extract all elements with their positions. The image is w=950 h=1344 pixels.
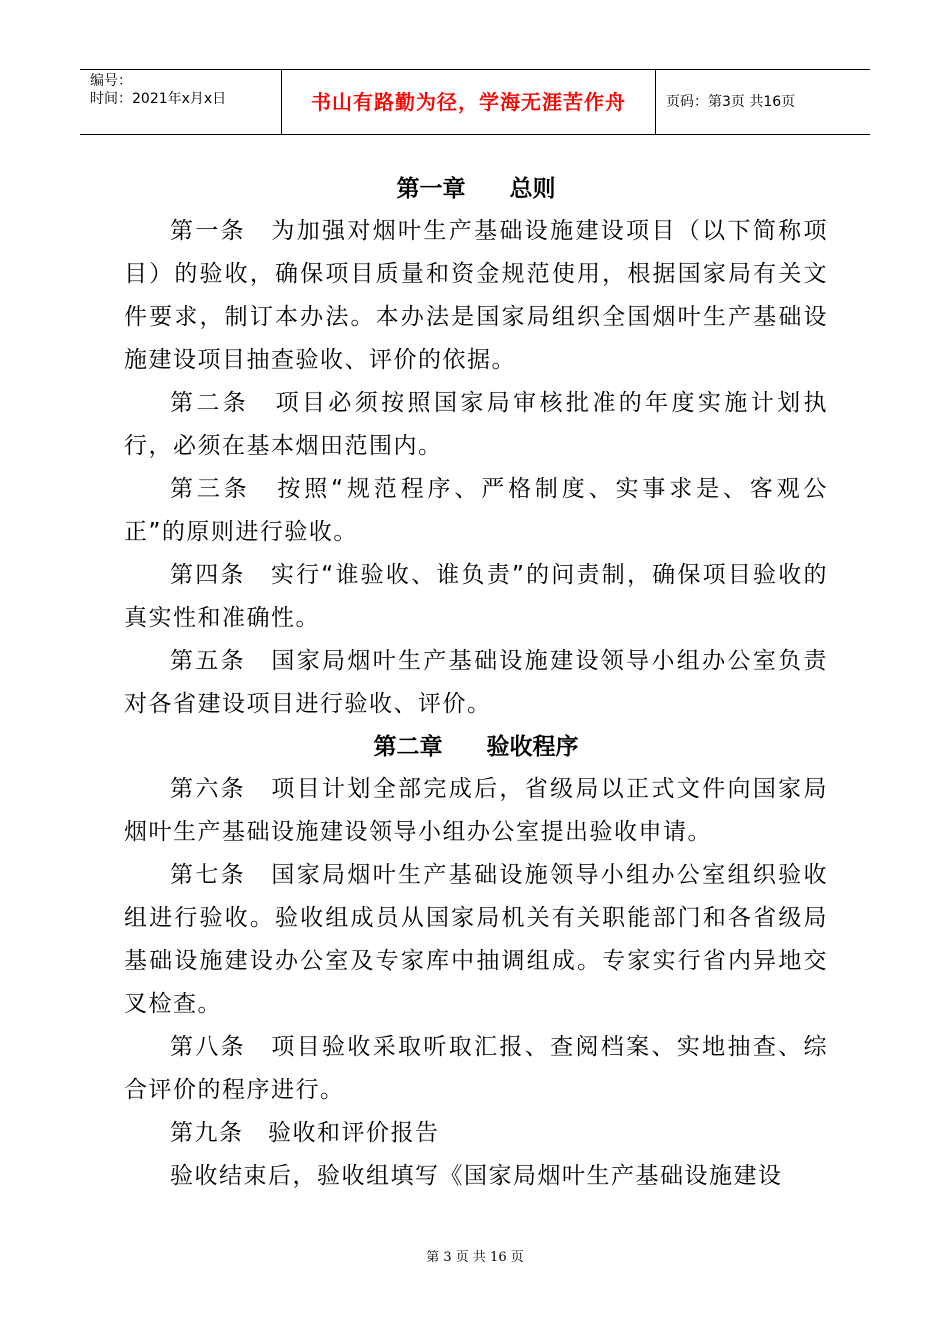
article-paragraph: 第三条 按照“规范程序、严格制度、实事求是、客观公正”的原则进行验收。 (124, 476, 828, 545)
page-footer: 第 3 页 共 16 页 (426, 1250, 524, 1265)
article-paragraph: 第七条 国家局烟叶生产基础设施领导小组办公室组织验收组进行验收。验收组成员从国家局机关有关职能部门和各省级局基础设施建设办公室及专家库中抽调组成。专家实行省内异地交叉检查。 (124, 862, 828, 1017)
article-paragraph: 第五条 国家局烟叶生产基础设施建设领导小组办公室负责对各省建设项目进行验收、评价。 (124, 648, 828, 717)
code-label: 编号： (90, 73, 132, 89)
article-paragraph: 第一条 为加强对烟叶生产基础设施建设项目（以下简称项目）的验收，确保项目质量和资金规范使用，根据国家局有关文件要求，制订本办法。本办法是国家局组织全国烟叶生产基础设施建设项目抽查验收、评价的依据。 (124, 218, 828, 373)
header-motto: 书山有路勤为径，学海无涯苦作舟 (282, 70, 656, 134)
article-paragraph: 第二条 项目必须按照国家局审核批准的年度实施计划执行，必须在基本烟田范围内。 (124, 390, 828, 459)
header-meta (80, 70, 282, 134)
header-page-info: 页码：第3页 共16页 (666, 94, 796, 110)
article-paragraph: 第六条 项目计划全部完成后，省级局以正式文件向国家局烟叶生产基础设施建设领导小组办公室提出验收申请。 (124, 776, 828, 845)
time-label: 时间：2021年x月x日 (90, 91, 227, 107)
chapter-heading (124, 726, 828, 768)
chapter-number: 第一章 (396, 176, 466, 202)
article-paragraph: 第八条 项目验收采取听取汇报、查阅档案、实地抽查、综合评价的程序进行。 (124, 1034, 828, 1103)
article-paragraph: 第九条 验收和评价报告 (170, 1120, 440, 1146)
chapter-title: 总则 (509, 176, 556, 202)
document-body (124, 168, 828, 1198)
chapter-number: 第二章 (373, 734, 443, 760)
chapter-heading (124, 168, 828, 210)
article-paragraph: 第四条 实行“谁验收、谁负责”的问责制，确保项目验收的真实性和准确性。 (124, 562, 828, 631)
chapter-title: 验收程序 (486, 734, 579, 760)
article-paragraph: 验收结束后，验收组填写《国家局烟叶生产基础设施建设 (170, 1163, 783, 1189)
page-header (80, 69, 870, 135)
